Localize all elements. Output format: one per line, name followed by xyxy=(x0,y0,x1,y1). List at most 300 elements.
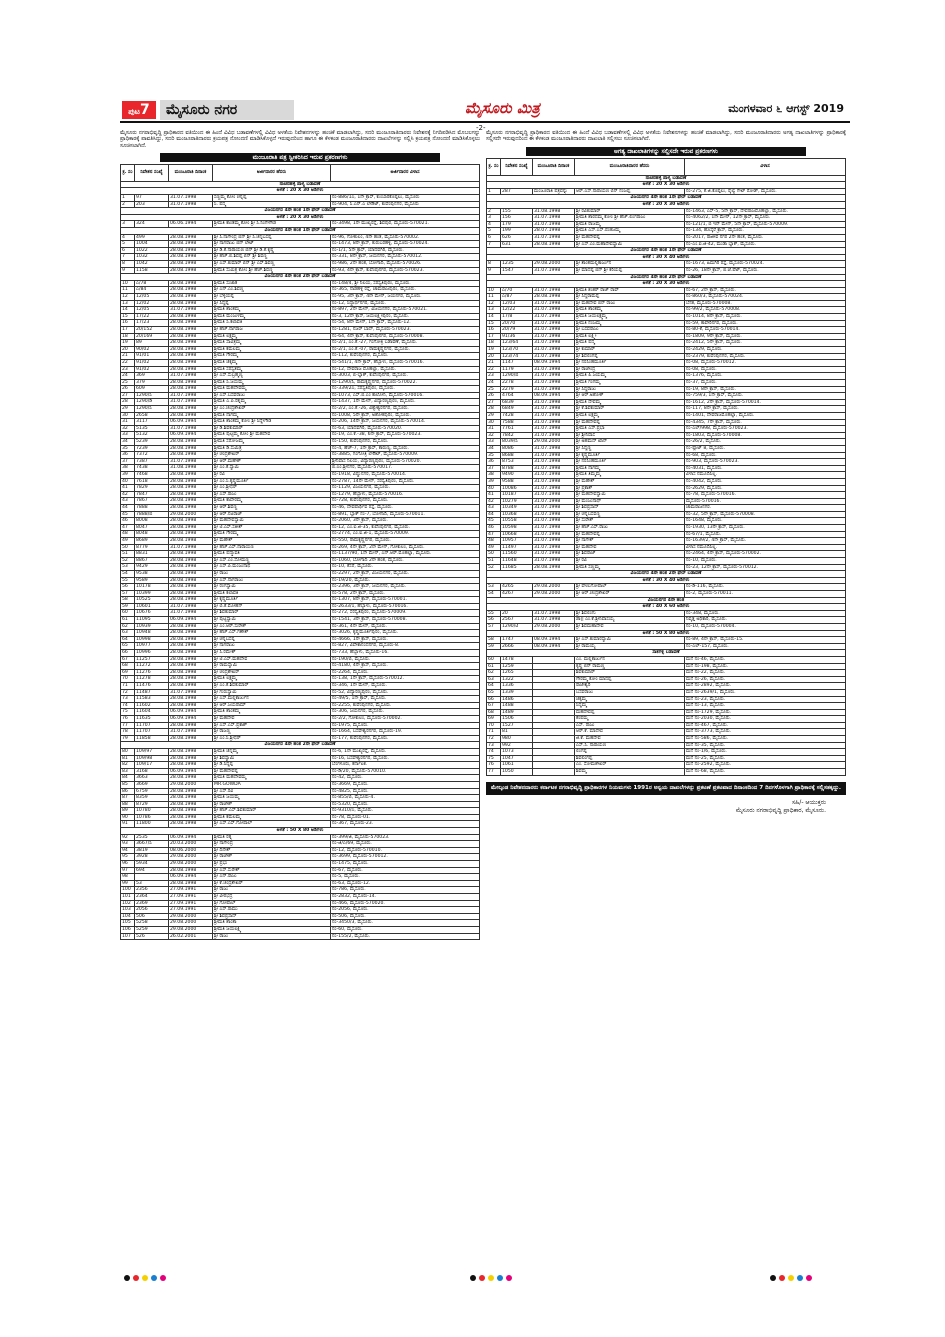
section-heading-row xyxy=(487,248,846,255)
table-cell: 107 xyxy=(121,933,135,940)
table-cell: ನಂ-ಜಿ/ಎ/69, ಮೈಸೂರು. xyxy=(331,841,480,848)
table-cell: ನಂ-1137/90, 1ನೇ ಮೇನ್, ಎನ್.ಆರ್.ಮೊಹಲ್ಲಾ, ಮೈಸೂರು. xyxy=(331,551,480,558)
table-cell: 26 xyxy=(487,393,501,400)
table-cell: ನಂ-550, ರಾಮಕೃಷ್ಣನಗರ, ಮೈಸೂರು. xyxy=(331,537,480,544)
registration-dot xyxy=(142,1275,148,1281)
table-cell: 20/70 xyxy=(501,320,533,327)
table-cell: ನಂ-80-ಕೆ, ಮೈಸೂರು-570014. xyxy=(685,327,846,334)
table-cell: ಶ್ರೀ ಎನ್.ಎಂ.ಶಿವಣ್ಣ xyxy=(213,287,331,294)
table-cell: ನಂ-37, ಮೈಸೂರು. xyxy=(685,380,846,387)
table-cell: ನಂ-2056, ಮೈಸೂರು. xyxy=(331,907,480,914)
table-cell: 7888/ಬಿ xyxy=(135,511,169,518)
table-row xyxy=(121,478,480,485)
table-row xyxy=(121,867,480,874)
table-cell: ನಂ-903, ಮೈಸೂರು-570023. xyxy=(685,459,846,466)
table-row xyxy=(487,412,846,419)
table-cell: ಶ್ರೀ ರವಿಕುಮಾರ್ xyxy=(575,208,685,215)
table-cell: 18 xyxy=(487,340,501,347)
table-cell: ನಂ-121/1, ಬಿ ಇನ್ ಮೇನ್, 5ನೇ ಕ್ರಾಸ್, ಮೈಸೂರು-570009. xyxy=(685,221,846,228)
table-row xyxy=(121,775,480,782)
section-heading-row xyxy=(121,742,480,749)
table-cell: 43 xyxy=(121,498,135,505)
table-cell: ಆರ್.ಕೆ. ಮಾದೇವ xyxy=(575,729,685,736)
table-cell: 1 xyxy=(121,195,135,202)
table-cell: ಶ್ರೀಮತಿ ಸಾವಿತ್ರಮ್ಮ xyxy=(213,340,331,347)
table-cell: 31.07.1998 xyxy=(533,432,575,439)
table-row xyxy=(121,630,480,637)
table-cell: 28.08.1998 xyxy=(533,241,575,248)
table-row xyxy=(487,689,846,696)
table-cell: ನಂ-348, ಮೈಸೂರು. xyxy=(685,610,846,617)
table-cell: 56 xyxy=(121,584,135,591)
table-row xyxy=(121,432,480,439)
table-cell: 90/02 xyxy=(135,346,169,353)
table-row xyxy=(121,913,480,920)
table-cell: 631 xyxy=(501,241,533,248)
table-cell: 31.07.1998 xyxy=(533,505,575,512)
table-cell: ಮನೆ ನಂ-26, ಮೈಸೂರು. xyxy=(685,676,846,683)
table-row xyxy=(121,709,480,716)
table-cell: 7438 xyxy=(135,465,169,472)
table-cell: 31.07.1998 xyxy=(533,538,575,545)
table-cell: ಶಿವಮ್ಮ xyxy=(575,769,685,776)
table-cell: 24 xyxy=(121,373,135,380)
table-cell: 37 xyxy=(121,458,135,465)
table-row xyxy=(487,452,846,459)
table-cell: ನಂ-78, ಮೈಸೂರು-01. xyxy=(331,814,480,821)
table-cell: MR.GOWDA xyxy=(213,781,331,788)
table-cell: 85 xyxy=(121,781,135,788)
table-cell: 28.08.1998 xyxy=(169,775,213,782)
table-row xyxy=(121,669,480,676)
table-row xyxy=(487,478,846,485)
table-cell: ನಂ-1918, ವಿಷ್ಣುನಗರ, ಮೈಸೂರು-570014. xyxy=(331,472,480,479)
table-cell: ಶ್ರೀ ಬೆಳ್ಳಿಯಪ್ಪ xyxy=(213,293,331,300)
table-row xyxy=(487,327,846,334)
table-cell: 2535 xyxy=(135,834,169,841)
table-cell: 8 xyxy=(121,261,135,268)
table-cell: 8689 xyxy=(135,537,169,544)
table-cell: 31.07.1998 xyxy=(169,425,213,432)
table-row xyxy=(487,406,846,413)
table-cell: 28.08.1998 xyxy=(169,537,213,544)
section-heading: ವಿಜಯನಗರ 4ನೇ ಹಂತ 1ನೇ ಫೇಸ್ ಬಡಾವಣೆ xyxy=(121,208,480,215)
table-cell: 31.07.1998 xyxy=(533,445,575,452)
table-cell: 29.08.2000 xyxy=(169,861,213,868)
section-heading-row xyxy=(121,228,480,235)
table-cell: 31.08.1998 xyxy=(533,208,575,215)
table-cell: 26 xyxy=(121,386,135,393)
table-cell: 15 xyxy=(487,320,501,327)
table-cell: ನಂ-367, ಮೈಸೂರು-23. xyxy=(331,821,480,828)
table-cell: 28.08.1998 xyxy=(169,247,213,254)
table-cell: 32 xyxy=(121,425,135,432)
table-cell: 08.09.1994 xyxy=(533,393,575,400)
table-cell: ನಂ-3450/3, ಮೈಸೂರು. xyxy=(331,920,480,927)
table-cell: ನಂ-67/1, ಮೈಸೂರು. xyxy=(685,531,846,538)
table-cell: ಶ್ರೀ ರವಿ xyxy=(213,472,331,479)
table-cell: 4764 xyxy=(501,393,533,400)
table-cell: 105 xyxy=(121,920,135,927)
right-intro: ಮೈಸೂರು ನಗರಾಭಿವೃದ್ಧಿ ಪ್ರಾಧಿಕಾರದ ವತಿಯಿಂದ ಈ ಹಿಂದೆ ವಿವಿಧ ಬಡಾವಣೆಗಳಲ್ಲಿ ವಿವಿಧ ಅಳತೆಯ ನಿವೇಶನಗಳನ್ನು ಹಂಚಿಕೆ ಮಾಡಲಾಗಿದ್ದು, ಸದರಿ ಮಂಜೂರಾತಿದಾರರು ಅಗತ್ಯ ದಾಖಲಾತಿಗಳನ್ನು ಪ್ರಾಧಿಕಾರಕ್ಕೆ ಸಲ್ಲಿಸದೇ ಇರುವುದರಿಂದ ಈ ಕೆಳಕಂಡ ಮಂಜೂರಾತಿದಾರರು ದಾಖಲಾತಿ ಸಲ್ಲಿಸಲು ಸೂಚಿಸಲಾಗಿದೆ. xyxy=(486,130,846,143)
table-row xyxy=(121,537,480,544)
table-cell: ಮನೆ ನಂ-198, ಮೈಸೂರು. xyxy=(685,663,846,670)
table-cell: ಶ್ರೀ ಅಹಮದ್ ಖಾನ್ xyxy=(575,439,685,446)
table-cell: 1259 xyxy=(501,663,533,670)
table-cell: 28.08.1998 xyxy=(169,683,213,690)
table-cell: 12/05 xyxy=(135,307,169,314)
section-heading-row xyxy=(487,281,846,288)
table-cell: 1 xyxy=(487,188,501,195)
table-cell: 9429 xyxy=(135,564,169,571)
table-row xyxy=(487,188,846,195)
table-cell: ನಂ-19, 8ನೇ ಕ್ರಾಸ್, ಮೈಸೂರು. xyxy=(685,386,846,393)
table-row xyxy=(487,386,846,393)
table-cell: ಶ್ರೀ ಎಸ್.ಸುಬ್ರಹ್ಮಣ್ಯ xyxy=(213,373,331,380)
table-cell: ಶ್ರೀ ನರಸಿಂಹಮೂರ್ತಿ xyxy=(575,459,685,466)
table-cell: ನಂ-339/2ಎ, ಸರಸ್ವತಿಪುರಂ, ಮೈಸೂರು. xyxy=(331,386,480,393)
table-row xyxy=(121,491,480,498)
table-row xyxy=(121,551,480,558)
table-cell: 28.08.1998 xyxy=(169,518,213,525)
right-table-header xyxy=(487,158,846,175)
right-header-cell: ಮಂಜೂರಾತಿ ದಿನಾಂಕ xyxy=(533,158,575,175)
table-cell: 97 xyxy=(121,867,135,874)
table-cell: 2567 xyxy=(501,617,533,624)
table-cell: 80 xyxy=(121,748,135,755)
table-cell: 1527 xyxy=(501,722,533,729)
table-cell: 38 xyxy=(487,472,501,479)
table-cell: ನಂ-1279, ಹೆಬ್ಬಾಳು, ಮೈಸೂರು-570016. xyxy=(331,491,480,498)
table-cell: 28.08.1998 xyxy=(169,702,213,709)
right-header-cell: ಕ್ರ. ಸಂ xyxy=(487,158,501,175)
table-cell: ಶ್ರೀ ಮಹದೇವ xyxy=(575,544,685,551)
table-cell: 31.07.1998 xyxy=(533,314,575,321)
table-cell: ಶ್ರೀಮತಿ ನಂಜಮ್ಮ xyxy=(575,320,685,327)
table-cell: ಶ್ರೀ ಮಂಜುನಾಥ್ xyxy=(575,498,685,505)
table-cell: 31.07.1998 xyxy=(533,511,575,518)
table-cell: 27 xyxy=(487,399,501,406)
table-cell: 49 xyxy=(121,537,135,544)
section-heading-row xyxy=(487,597,846,604)
table-row xyxy=(121,926,480,933)
table-cell: ನಂ-117, 8ನೇ ಕ್ರಾಸ್, ಮೈಸೂರು. xyxy=(685,406,846,413)
table-cell: 11707 xyxy=(135,729,169,736)
table-cell: 31.07.1998 xyxy=(533,485,575,492)
table-cell: ಶ್ರೀ ಗುರುಸ್ವಾಮಿ xyxy=(213,689,331,696)
table-cell: 31.07.1998 xyxy=(169,603,213,610)
table-cell: ನಂ-3885, ಗಂಗೋತ್ರಿ ಲೇಔಟ್, ಮೈಸೂರು-570009. xyxy=(331,452,480,459)
table-cell: ಜಿ.ಕೆ. ಮಹದೇವ xyxy=(575,736,685,743)
table-cell: 101 xyxy=(121,894,135,901)
table-cell: 75 xyxy=(487,755,501,762)
table-cell: 10939 xyxy=(135,623,169,630)
table-row xyxy=(121,221,480,228)
table-cell: 64 xyxy=(487,683,501,690)
table-cell: 10187 xyxy=(501,492,533,499)
table-row xyxy=(121,287,480,294)
table-cell: 5934 xyxy=(135,861,169,868)
table-row xyxy=(487,709,846,716)
table-cell: ನಂ-1376, ಮೈಸೂರು. xyxy=(685,373,846,380)
table-cell: ನಂ-4, ಹೆಚ್-7, 1ನೇ ಕ್ರಾಸ್, ಕಾರುಣ್ಯ, ಮೈಸೂರು. xyxy=(331,445,480,452)
table-cell: 31.07.1998 xyxy=(533,347,575,354)
masthead xyxy=(120,96,850,122)
table-row xyxy=(487,656,846,663)
table-cell: 28.08.1998 xyxy=(169,300,213,307)
table-row xyxy=(121,801,480,808)
table-cell: ನಂ-2/2, ಎಂ.ಕೆ.-26, ವಿಶ್ವೇಶ್ವರನಗರ, ಮೈಸೂರು. xyxy=(331,406,480,413)
table-cell: 33 xyxy=(121,432,135,439)
table-cell: ಶ್ರೀಮತಿ ಸಿ.ಕಲಾವತಿ xyxy=(213,320,331,327)
table-cell: 9589 xyxy=(135,577,169,584)
table-cell: ಶ್ರೀ ಟಿ.ಎಸ್.ಮಹದೇವ xyxy=(213,656,331,663)
table-cell: ನಂ-ಡಿ/20, ಮೈಸೂರು-570010. xyxy=(331,768,480,775)
table-cell: ನಂ-10, ಕೆಸರೆ, ಮೈಸೂರು. xyxy=(331,564,480,571)
table-cell: ನಂ-1290/ಸಿ, ರಾಮಕೃಷ್ಣನಗರ, ಮೈಸೂರು-570022. xyxy=(331,379,480,386)
table-cell xyxy=(533,689,575,696)
table-cell: 11858 xyxy=(135,735,169,742)
table-cell: 31.07.1998 xyxy=(169,201,213,208)
table-cell: ಶ್ರೀ ಪುಟ್ಟಸ್ವಾಮಿ xyxy=(213,617,331,624)
table-cell: ಶ್ರೀ ನಾಗೇಂದ್ರ xyxy=(213,841,331,848)
table-cell: ಶ್ರೀಮತಿ ಎ.ಪಿ.ರತ್ನಮ್ಮ xyxy=(213,399,331,406)
table-cell: 91/02 xyxy=(135,366,169,373)
table-row xyxy=(487,742,846,749)
section-heading-row xyxy=(487,577,846,584)
table-cell: 20/152 xyxy=(135,326,169,333)
table-cell: 28.08.1998 xyxy=(169,584,213,591)
table-cell: 7372 xyxy=(135,452,169,459)
table-cell: 56 xyxy=(487,617,501,624)
table-cell: 08.09.1994 xyxy=(533,637,575,644)
table-cell: ಶ್ರೀ ಶಾಂತಮಲ್ಲಿಕಾರ್ಜುನ xyxy=(575,261,685,268)
masthead-rule xyxy=(120,121,850,123)
table-cell: 11276 xyxy=(135,669,169,676)
table-row xyxy=(121,458,480,465)
table-cell: 06.06.1994 xyxy=(169,221,213,228)
table-row xyxy=(487,261,846,268)
table-cell: 69 xyxy=(121,669,135,676)
table-cell: 71 xyxy=(487,729,501,736)
table-cell: 06.09.1994 xyxy=(169,617,213,624)
table-cell: 63 xyxy=(121,630,135,637)
table-cell: 31.07.1998 xyxy=(533,353,575,360)
table-cell: 52 xyxy=(121,557,135,564)
table-cell: 2 xyxy=(487,208,501,215)
table-cell: ನಂ-578, 2ನೇ ಕ್ರಾಸ್, ಮೈಸೂರು. xyxy=(331,590,480,597)
table-row xyxy=(121,511,480,518)
table-row xyxy=(487,208,846,215)
table-cell: 91/01 xyxy=(135,353,169,360)
table-row xyxy=(121,498,480,505)
table-cell: ಎ/78 xyxy=(135,280,169,287)
table-cell: 57 xyxy=(487,623,501,630)
right-documents-table xyxy=(486,158,846,776)
section-heading-row xyxy=(121,274,480,281)
table-cell: ನಂ-148/4, ಶ್ರೀ ನಿಲಯ, ಸರಸ್ವತಿಪುರಂ, ಮೈಸೂರು. xyxy=(331,280,480,287)
table-cell: ನಂ-10, ಮೈಸೂರು-570004. xyxy=(685,623,846,630)
left-allotment-table xyxy=(120,164,480,940)
table-cell: 8831 xyxy=(135,551,169,558)
table-cell: 06.09.1994 xyxy=(169,709,213,716)
table-cell: ನಂ-269, 4ನೇ ಕ್ರಾಸ್, 2ನೇ ಮೇನ್, ಗೋಕುಲಂ, ಮೈಸೂರು. xyxy=(331,544,480,551)
table-cell: 8359 xyxy=(135,795,169,802)
table-cell: ಶ್ರೀಮತಿ ಲಕ್ಷ್ಮಮ್ಮ xyxy=(213,333,331,340)
table-cell: 100 xyxy=(121,887,135,894)
table-cell: 10178 xyxy=(135,584,169,591)
table-row xyxy=(121,814,480,821)
table-cell: 980 xyxy=(501,736,533,743)
table-row xyxy=(121,359,480,366)
table-cell: 11476 xyxy=(135,683,169,690)
table-cell: 9588 xyxy=(501,478,533,485)
table-cell: 38 xyxy=(121,465,135,472)
table-cell: 8753 xyxy=(501,459,533,466)
table-cell: ಶ್ರೀ ಆರ್.ಚಂದ್ರಶೇಖರ್ xyxy=(575,591,685,598)
table-cell: ನಂ-5, ಮೈಸೂರು. xyxy=(331,874,480,881)
table-cell: 1042 xyxy=(135,261,169,268)
table-cell: 28.08.1998 xyxy=(169,366,213,373)
table-cell: 11635 xyxy=(135,715,169,722)
table-cell: 2278 xyxy=(501,380,533,387)
newspaper-page xyxy=(120,96,850,1276)
table-cell: ಶ್ರೀ ಸಿ.ನಾಗೇಂದ್ರ ಬಿನ್ ಶ್ರೀ ಸಿ.ಚನ್ನಬಸಪ್ಪ xyxy=(213,234,331,241)
table-cell: ಶ್ರೀಮತಿ ಕಾಂತಮ್ಮ ಕೋಂ ಶ್ರೀ ಸಿ.ನಿಂಗೇಗೌಡ xyxy=(213,221,331,228)
table-cell: 28.08.1998 xyxy=(169,814,213,821)
table-cell: ಶ್ರೀ ಶಿವಪ್ರಸಾದ್ xyxy=(213,913,331,920)
table-cell: ನಂ-897, 2ನೇ ಮೇನ್, ವಿಜಯನಗರ, ಮೈಸೂರು-570021. xyxy=(331,307,480,314)
table-cell: ನಂ-860/3, ಮೈಸೂರು-570024. xyxy=(685,294,846,301)
table-cell: ಶ್ರೀ ರವಿ xyxy=(575,558,685,565)
table-cell: 28.08.1998 xyxy=(533,294,575,301)
table-cell: 28.08.1998 xyxy=(169,379,213,386)
table-cell: 89 xyxy=(121,808,135,815)
table-cell: ಶ್ರೀ ಸುರೇಶ್ xyxy=(575,518,685,525)
table-cell: ಶ್ರೀ ರಾಜೇಶ್ xyxy=(213,801,331,808)
table-cell: ನಂ-68, ಮೈಸೂರು. xyxy=(685,452,846,459)
table-cell: 28.08.1998 xyxy=(169,748,213,755)
table-cell: ಶ್ರೀ ಎಂ.ಕೆ.ಸ್ವಾಮಿ xyxy=(213,465,331,472)
table-cell: 29.08.2000 xyxy=(533,591,575,598)
table-row xyxy=(487,544,846,551)
table-cell: 16 xyxy=(487,327,501,334)
table-cell: ಶ್ರೀಮತಿ ಜಯಲಕ್ಷ್ಮಿ xyxy=(213,926,331,933)
table-cell: 11648 xyxy=(501,558,533,565)
table-cell: ಮನೆ ನಂ-2030, ಮೈಸೂರು. xyxy=(685,716,846,723)
table-cell: 28.08.1998 xyxy=(169,340,213,347)
table-cell: ಶ್ರೀ ಎಸ್.ಸುರೇಶ್ xyxy=(213,867,331,874)
table-cell: 7847 xyxy=(135,491,169,498)
table-cell: ಶ್ರೀ ಆರ್.ಅಶೋಕ್ xyxy=(575,393,685,400)
table-cell: 4265 xyxy=(501,584,533,591)
table-row xyxy=(121,933,480,940)
table-cell: ನಂ-1803, ಮೈಸೂರು-570008. xyxy=(685,432,846,439)
table-cell: ನಂ-1073, ಎಸ್.ಬಿ.ಎಂ ಕಾಲೋನಿ, ಮೈಸೂರು-570016. xyxy=(331,392,480,399)
table-row xyxy=(487,749,846,756)
section-heading-row xyxy=(487,201,846,208)
section-heading: ವಿಜಯನಗರ 4ನೇ ಹಂತ 2ನೇ ಫೇಸ್ ಬಡಾವಣೆ xyxy=(487,274,846,281)
table-cell: 499 xyxy=(135,234,169,241)
table-row xyxy=(121,755,480,762)
table-cell: 109/17 xyxy=(135,762,169,769)
table-cell: ಶ್ರೀಮತಿ ಕಾವೇರಮ್ಮ xyxy=(213,498,331,505)
table-cell: 39 xyxy=(487,478,501,485)
table-cell: 28.08.1998 xyxy=(169,504,213,511)
table-cell: ಶ್ರೀ ರಾಜೇಂದ್ರ xyxy=(575,366,685,373)
table-cell: 6839 xyxy=(501,399,533,406)
table-cell: ನಂ-ಎಲ್/998, ಮೈಸೂರು-570023. xyxy=(685,426,846,433)
section-heading: ಅಳತೆ : 20 X 30 ಅಡಿಗಳು xyxy=(487,182,846,189)
notice-box: ಮೇಲ್ಕಂಡ ನಿವೇಶನದಾರರು ಕರ್ನಾಟಕ ನಗರಾಭಿವೃದ್ಧಿ ಪ್ರಾಧಿಕಾರಗಳ ನಿಯಮಗಳು 1991ರ ಅನ್ವಯ ದಾಖಲೆಗಳನ್ನು ಪ್ರಕಟಣೆ ಪ್ರಕಟವಾದ ದಿನಾಂಕದಿಂದ 7 ದಿನಗಳೊಳಗಾಗಿ ಪ್ರಾಧಿಕಾರಕ್ಕೆ ಸಲ್ಲಿಸತಕ್ಕದ್ದು. xyxy=(486,782,846,795)
table-cell: ಶ್ರೀ ಡಿ.ಸಿದ್ದಪ್ಪ xyxy=(213,762,331,769)
table-cell: 78 xyxy=(121,729,135,736)
table-cell: ಚಾಮರಾಜನಗರ. xyxy=(685,505,846,512)
table-cell: 10977 xyxy=(135,643,169,650)
table-cell: 77 xyxy=(121,722,135,729)
table-cell: 28.08.1998 xyxy=(169,439,213,446)
table-cell: 26.02.2001 xyxy=(169,933,213,940)
table-cell: 51 xyxy=(121,551,135,558)
table-cell: ನಂ-10, ಮೈಸೂರು. xyxy=(685,558,846,565)
table-cell: 23 xyxy=(487,373,501,380)
section-heading-row xyxy=(487,630,846,637)
table-cell: 28.08.1998 xyxy=(169,735,213,742)
table-cell: 2658 xyxy=(135,412,169,419)
table-cell: ನಂ-19/20, ಮೈಸೂರು. xyxy=(331,577,480,584)
table-cell: ಶ್ರೀ ರಾಜು xyxy=(213,570,331,577)
table-row xyxy=(121,326,480,333)
table-cell: ಮನೆ ನಂ-25, ಮೈಸೂರು. xyxy=(685,755,846,762)
table-row xyxy=(487,465,846,472)
table-cell: ವಿಳಾಸ ನಮೂದಿಸಿಲ್ಲ. xyxy=(685,544,846,551)
table-cell: 8688 xyxy=(501,452,533,459)
table-cell: ನಂ-275, ಕೆ.ಜಿ.ಕೊಪ್ಪಲು, ರೈಲ್ವೆ ಗೇಟ್ ರೋಡ್, ಮೈಸೂರು. xyxy=(685,188,846,195)
table-cell: 10948 xyxy=(135,630,169,637)
table-cell: 73 xyxy=(487,742,501,749)
table-cell: ಮನೆ ನಂ-3773, ಮೈಸೂರು. xyxy=(685,729,846,736)
table-cell: 28.08.1998 xyxy=(169,472,213,479)
table-cell: 51 xyxy=(487,558,501,565)
table-cell: 28.08.1998 xyxy=(169,551,213,558)
table-cell: 28.08.1998 xyxy=(169,254,213,261)
table-cell: 74 xyxy=(121,702,135,709)
table-cell: 34 xyxy=(121,439,135,446)
table-cell: 1489 xyxy=(501,709,533,716)
table-row xyxy=(121,854,480,861)
table-cell: 14 xyxy=(487,314,501,321)
table-cell: ನಂ-134, ಹೊಸ್ಕೆರೆ ಕ್ರಾಸ್, ಮೈಸೂರು. xyxy=(685,228,846,235)
table-cell: 69 xyxy=(487,716,501,723)
table-cell: 28.08.1998 xyxy=(169,293,213,300)
table-cell: 17 xyxy=(487,333,501,340)
right-header-cell: ಮಂಜೂರಾತಿದಾರರ ಹೆಸರು xyxy=(575,158,685,175)
table-cell: 47 xyxy=(487,531,501,538)
table-cell: 92 xyxy=(121,834,135,841)
table-row xyxy=(487,505,846,512)
table-cell: 28.08.1998 xyxy=(169,788,213,795)
table-cell: ಮನೆ ನಂ-586, ಮೈಸೂರು. xyxy=(685,736,846,743)
table-cell: 17 xyxy=(121,326,135,333)
table-row xyxy=(121,663,480,670)
table-cell: 21 xyxy=(487,360,501,367)
table-cell: ಶ್ರೀಮತಿ ಎಸ್.ಪ್ರಭಾ xyxy=(575,426,685,433)
table-cell: 3928 xyxy=(135,854,169,861)
table-cell: 28.08.1998 xyxy=(169,623,213,630)
table-cell: 27.09.1991 xyxy=(169,894,213,901)
table-cell: ನಂ-63, ಯಾದವಗಿರಿ, ಮೈಸೂರು-570020. xyxy=(331,425,480,432)
table-cell: 3669 xyxy=(135,781,169,788)
